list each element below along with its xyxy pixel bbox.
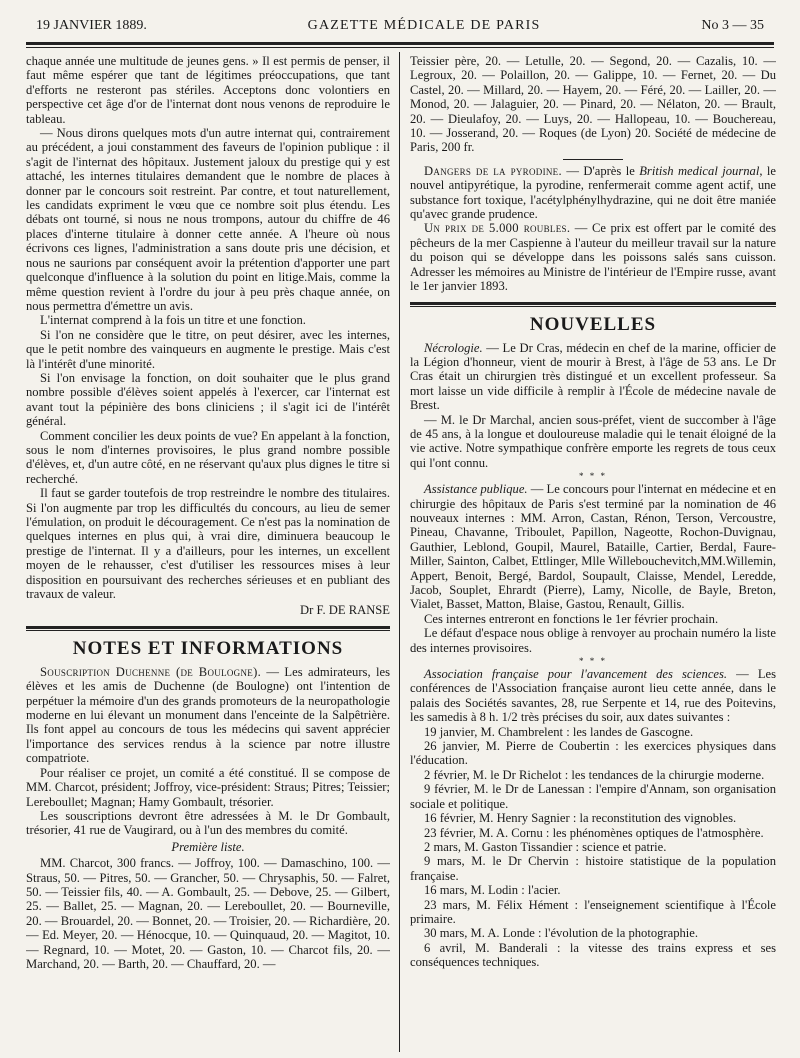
right-column (410, 54, 776, 1052)
left-column (26, 54, 390, 1052)
notice-assistance (410, 482, 776, 612)
notice-head: Souscription Duchenne (de Boulogne). (40, 664, 262, 679)
conference-item: 16 février, M. Henry Sagnier : la reconstitution des vignobles. (424, 811, 737, 826)
paragraph: Comment concilier les deux points de vue? En appelant à la fonction, sous le nom d'internes provisoires, le plus grand nombre possible d'élèves, et, d'un autre côté, en ne réservant qu'aux plus dignes le titre si recherché. (26, 428, 390, 486)
notice-body: , le nouvel antipyrétique, la pyrodine, renfermerait comme agent actif, une substance fort toxique, l'acétylphénylhydrazine, qui ne doit être maniée qu'avec grande prudence. (410, 163, 776, 222)
notice-association (410, 667, 776, 725)
notice-body: — Le Dr Cras, médecin en chef de la marine, officier de la Légion d'honneur, vient de mourir à Brest, à l'âge de 53 ans. Le Dr Cras était un chirurgien très distingué et un excellent professeur. Sa mort laisse un vide difficile à remplir à l'École de médecine navale de Brest. (410, 340, 776, 413)
header-issue: No 3 — 35 (701, 18, 764, 33)
notice-body: — Ce prix est offert par le comité des pêcheurs de la mer Caspienne à l'auteur du meilleur travail sur la nature du poison qui se développe dans les poissons salés sans cuisson. Adresser les mémoires au Ministre de l'intérieur de l'Empire russe, avant le 1er janvier 1893. (410, 221, 776, 294)
header-title: GAZETTE MÉDICALE DE PARIS (307, 18, 541, 33)
paragraph: chaque année une multitude de jeunes gens. » Il est permis de penser, il faut même espérer que tant de légitimes préoccupations, que tant d'efforts ne resteront pas stériles. Acceptons donc volontiers en perspective cet âge d'or de l'internat dont nous venons de reproduire le tableau. (26, 54, 390, 126)
paragraph: Le défaut d'espace nous oblige à renvoyer au prochain numéro la liste des internes provisoires. (410, 626, 776, 655)
signature: Dr F. DE RANSE (300, 603, 390, 618)
conference-item: 16 mars, M. Lodin : l'acier. (424, 883, 561, 898)
notice-head: Assistance publique. (424, 482, 528, 497)
conference-item: 2 février, M. le Dr Richelot : les tendances de la chirurgie moderne. (424, 767, 765, 782)
notice-necrologie (410, 341, 776, 413)
paragraph: L'internat comprend à la fois un titre et une fonction. (40, 313, 306, 328)
notice-body: — D'après le (561, 163, 640, 178)
separator-stars: * * * (579, 656, 607, 667)
paragraph: Il faut se garder toutefois de trop restreindre le nombre des titulaires. Si l'on augmente par trop les difficultés du concours, au lieu de semer l'émulation, on produit le découragement. Ce n'est pas la nomination de quelques internes en plus qui, à vrai dire, diminuera beaucoup le prestige de l'internat. Il y a d'ailleurs, pour les internes, un excellent moyen de le rehausser, c'est d'utiliser les ressources mises à leur disposition en poursuivant des recherches sérieuses et en publiant des travaux de valeur. (26, 486, 390, 602)
conference-item: 30 mars, M. A. Londe : l'évolution de la photographie. (424, 926, 699, 941)
conference-item: 9 mars, M. le Dr Chervin : histoire statistique de la population française. (410, 854, 776, 883)
subscriber-list: MM. Charcot, 300 francs. — Joffroy, 100. — Damaschino, 100. — Straus, 50. — Pitres, 50. — Grancher, 50. — Chrysaphis, 50. — Falret, 50. — Teissier fils, 40. — A. Gombault, 25. — Debove, 25. — Gilbert, 25. — Ballet, 25. — Magnan, 20. — Lereboullet, 20. — Bourneville, 20. — Brouardel, 20. — Bonnet, 20. — Troisier, 20. — Richardière, 20. — Ed. Meyer, 20. — Hénocque, 10. — Quinquaud, 20. — Magitot, 10. — Regnard, 10. — Motet, 20. — Gaston, 10. — Charcot fils, 20. — Marchand, 20. — Barth, 20. — Chauffard, 20. — (26, 856, 390, 971)
conference-item: 19 janvier, M. Chambrelent : les landes de Gascogne. (424, 724, 694, 739)
paragraph: Si l'on envisage la fonction, on doit souhaiter que le plus grand nombre possible d'élèves soient appelés à l'exercer, car l'internat est avant tout la pépinière des bons cliniciens ; il s'agit ici de l'intérêt général. (26, 370, 390, 429)
conference-item: 26 janvier, M. Pierre de Coubertin : les exercices physiques dans l'éducation. (410, 739, 776, 768)
notice-head: Nécrologie. (424, 340, 483, 355)
notice-body: — Les admirateurs, les élèves et les amis de Duchenne (de Boulogne) ont l'intention de perpétuer la mémoire d'un des grands promoteurs de la neuropathologie moderne en lui élevant un monument dans l'enceinte de la Salpêtrière. Ils font appel au concours de tous les médecins qui savent apprécier l'importance des services rendus à la science par notre illustre compatriote. (26, 664, 390, 766)
journal-name: British medical journal (639, 163, 760, 178)
paragraph: — M. le Dr Marchal, ancien sous-préfet, vient de succomber à l'âge de 45 ans, à la longue et douloureuse maladie qui le tenait éloigné de la vie active. Notre sympathique confrère emporte les regrets de tous ceux qui l'ont connu. (410, 412, 776, 470)
notice-body: — Le concours pour l'internat en médecine et en chirurgie des hôpitaux de Paris s'est terminé par la nomination de 46 nouveaux internes : MM. Arron, Castan, Rénon, Terson, Vercoustre, Pineau, Chavanne, Triboulet, Papillon, Nageotte, Rochon-Duvignau, Gauthier, Leblond, Goupil, Maurel, Bataille, Cartier, Berdal, Faure-Miller, Sainton, Calbet, Ettlinger, Mlle Willebouchevitch,MM.Willemin, Appert, Benoit, Bergé, Bardol, Soupault, Claisse, Mendel, Leredde, Jacob, Souplet, Ehrardt (Pierre), Lamy, Nicolle, de Bayle, Breton, Vialet, Basset, Matton, Blaise, Gastou, Renault, Gillis. (410, 482, 776, 612)
notice-body: — Les conférences de l'Association française auront lieu cette année, dans le palais des Sociétés savantes, 28, rue Serpente et 14, rue des Poitevins, les samedis à 8 h. 1/2 très précises du soir, aux dates suivantes : (410, 667, 776, 725)
section-rule-thick (26, 626, 390, 629)
conference-item: 2 mars, M. Gaston Tissandier : science et patrie. (424, 839, 667, 854)
section-rule-thin (26, 630, 390, 631)
conference-item: 23 mars, M. Félix Hément : l'enseignement scientifique à l'École primaire. (410, 897, 776, 926)
page-header (36, 18, 764, 42)
section-rule-thick (410, 302, 776, 305)
column-divider (399, 52, 400, 1052)
separator-stars: * * * (579, 471, 607, 482)
paragraph: Si l'on ne considère que le titre, on peut désirer, avec les internes, que le petit nombre des vainqueurs en augmente le prestige. Mais c'est là l'intérêt d'une minorité. (26, 327, 390, 371)
notice-head: Un prix de 5.000 roubles. (424, 221, 571, 236)
conference-item: 23 février, M. A. Cornu : les phénomènes optiques de l'atmosphère. (424, 825, 764, 840)
header-date: 19 JANVIER 1889. (36, 18, 147, 33)
section-title-nouvelles: NOUVELLES (529, 313, 657, 335)
notice-pyrodine (410, 164, 776, 222)
header-rule-thick (26, 42, 774, 45)
paragraph: Ces internes entreront en fonctions le 1er février prochain. (424, 611, 719, 626)
section-title-notes: NOTES ET INFORMATIONS (72, 637, 344, 659)
notice-prix (410, 221, 776, 293)
notice-head: Association française pour l'avancement des sciences. (424, 667, 728, 682)
notice-head: Dangers de la pyrodine. (424, 163, 562, 178)
conference-item: 6 avril, M. Banderali : la vitesse des trains express et ses conséquences techniques. (410, 940, 776, 970)
notice-souscription (26, 665, 390, 766)
paragraph: — Nous dirons quelques mots d'un autre internat qui, contrairement au précédent, a joui constamment des faveurs de l'opinion publique : il s'agit de l'internat des hôpitaux. Justement jaloux du prestige qui y est attaché, les internes titulaires demandent que le nombre de places à donner par le concours soit restreint. Par contre, et tout naturellement, les candidats expriment le vœu que ce nombre soit plus étendu. Les débats ont tourné, si nous ne nous trompons, autour du chiffre de 46 places d'interne titulaire à donner cette année. A l'heure où nous écrivons ces lignes, l'administration a sans doute pris une décision, et nous ne saurions par conséquent avoir la prétention d'apporter une part quelconque d'influence à la solution du point en litige.Mais, comme la même question revient à l'ordre du jour à peu près chaque année, on nous permettra d'émettre un avis. (26, 126, 390, 313)
subscriber-list-continued: Teissier père, 20. — Letulle, 20. — Segond, 20. — Cazalis, 10. — Legroux, 20. — Polaillon, 20. — Galippe, 10. — Fernet, 20. — Du Castel, 20. — Millard, 20. — Hayem, 20. — Féré, 20. — Lailler, 20. — Monod, 20. — Jalaguier, 20. — Pinard, 20. — Nélaton, 20. — Brault, 20. — Dieulafoy, 20. — Luys, 20. — Hallopeau, 10. — Bouchereau, 10. — Josserand, 20. — Roques (de Lyon) 20. Société de médecine de Paris, 200 fr. (410, 54, 776, 155)
header-rule-thin (26, 47, 774, 48)
divider (563, 159, 623, 160)
paragraph: Pour réaliser ce projet, un comité a été constitué. Il se compose de MM. Charcot, président; Joffroy, vice-président: Straus; Pitres; Teissier; Lereboullet; Magnan; Hamy Gombault, trésorier. (26, 765, 390, 809)
conference-item: 9 février, M. le Dr de Lanessan : l'empire d'Annam, son organisation sociale et politique. (410, 782, 776, 811)
paragraph: Les souscriptions devront être adressées à M. le Dr Gombault, trésorier, 41 rue de Vaugirard, ou à l'un des membres du comité. (26, 808, 390, 838)
list-title: Première liste. (171, 839, 245, 854)
section-rule-thin (410, 306, 776, 307)
